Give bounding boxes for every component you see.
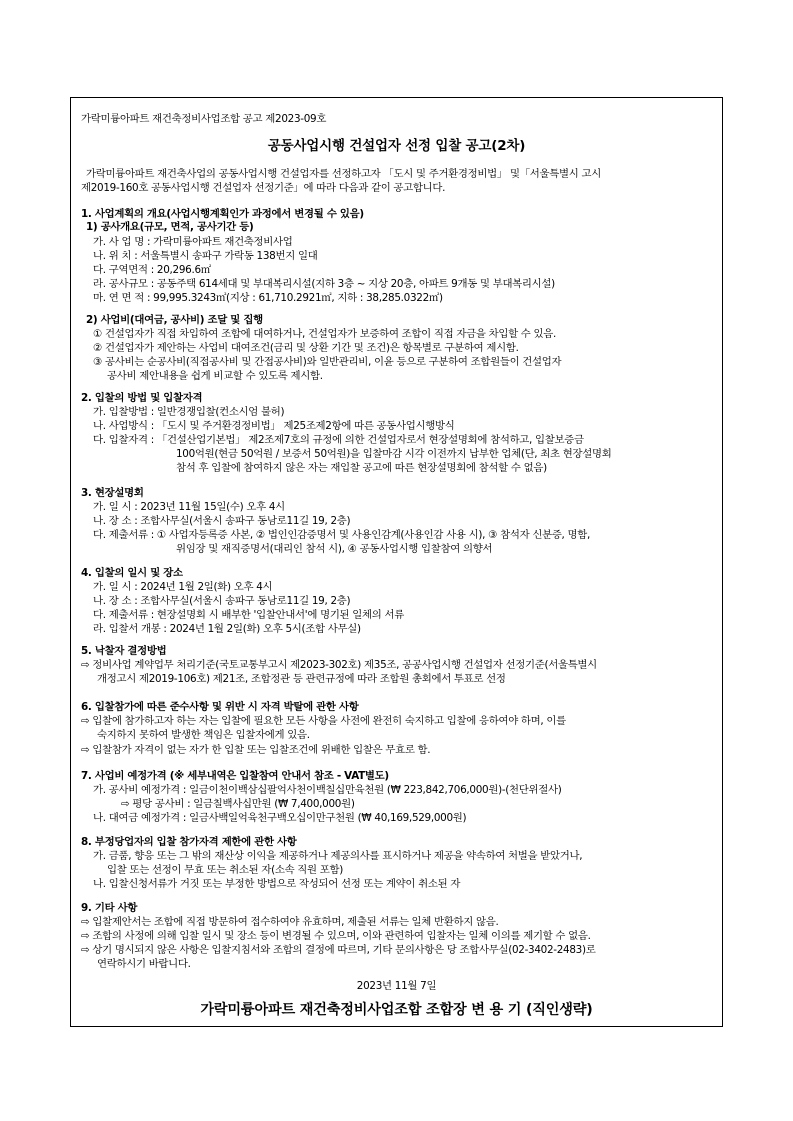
signature-line: 가락미륭아파트 재건축정비사업조합 조합장 변 용 기 (직인생략) — [200, 1002, 593, 1018]
section-1-heading: 1. 사업계획의 개요(사업시행계획인가 과정에서 변경될 수 있음) — [81, 208, 364, 220]
section-3-line: 나. 장 소 : 조합사무실(서울시 송파구 동남로11길 19, 2층) — [93, 515, 351, 527]
section-1-line: 가. 사 업 명 : 가락미륭아파트 재건축정비사업 — [93, 236, 293, 248]
section-1-line: ① 건설업자가 직접 차입하여 조합에 대여하거나, 건설업자가 보증하여 조합이 직접 자금을 차입할 수 있음. — [93, 328, 557, 340]
section-1-sub2-heading: 2) 사업비(대여금, 공사비) 조달 및 집행 — [86, 314, 263, 326]
section-2-heading: 2. 입찰의 방법 및 입찰자격 — [81, 392, 203, 404]
section-1-sub1-heading: 1) 공사개요(규모, 면적, 공사기간 등) — [86, 221, 254, 233]
intro-line-1: 가락미륭아파트 재건축사업의 공동사업시행 건설업자를 선정하고자 「도시 및 주거환경정비법」 및「서울특별시 고시 — [86, 168, 601, 180]
section-8-heading: 8. 부정당업자의 입찰 참가자격 제한에 관한 사항 — [81, 836, 297, 848]
section-1-line: 공사비 제안내용을 쉽게 비교할 수 있도록 제시함. — [107, 370, 323, 382]
notice-number: 가락미륭아파트 재건축정비사업조합 공고 제2023-09호 — [81, 113, 327, 125]
section-1-line: 다. 구역면적 : 20,296.6㎡ — [93, 264, 211, 276]
section-8-line: 가. 금품, 향응 또는 그 밖의 재산상 이익을 제공하거나 제공의사를 표시하거나 제공을 약속하여 처벌을 받았거나, — [93, 850, 583, 862]
section-4-line: 가. 일 시 : 2024년 1월 2일(화) 오후 4시 — [93, 581, 273, 593]
section-2-line: 가. 입찰방법 : 일반경쟁입찰(컨소시엄 불허) — [93, 406, 285, 418]
section-9-line: ⇨ 상기 명시되지 않은 사항은 입찰지침서와 조합의 결정에 따르며, 기타 문의사항은 당 조합사무실(02-3402-2483)로 — [81, 944, 596, 956]
section-7-line: 나. 대여금 예정가격 : 일금사백일억육천구백오십이만구천원 (₩ 40,169,529,000원) — [93, 812, 467, 824]
intro-line-2: 제2019-160호 공동사업시행 건설업자 선정기준」에 따라 다음과 같이 공고합니다. — [81, 182, 446, 194]
notice-frame — [70, 97, 723, 1027]
section-3-heading: 3. 현장설명회 — [81, 487, 144, 499]
section-9-heading: 9. 기타 사항 — [81, 902, 138, 914]
section-3-line: 가. 일 시 : 2023년 11월 15일(수) 오후 4시 — [93, 501, 285, 513]
section-5-heading: 5. 낙찰자 결정방법 — [81, 645, 167, 657]
section-9-line: ⇨ 입찰제안서는 조합에 직접 방문하여 접수하여야 유효하며, 제출된 서류는 일체 반환하지 않음. — [81, 916, 499, 928]
section-7-line: 가. 공사비 예정가격 : 일금이천이백삼십팔억사천이백칠십만육천원 (₩ 223,842,706,000원)-(천단위절사) — [93, 784, 562, 796]
section-6-line: ⇨ 입찰참가 자격이 없는 자가 한 입찰 또는 입찰조건에 위배한 입찰은 무효로 함. — [81, 744, 431, 756]
section-1-line: 나. 위 치 : 서울특별시 송파구 가락동 138번지 일대 — [93, 250, 318, 262]
section-3-line: 위임장 및 재직증명서(대리인 참석 시), ④ 공동사업시행 입찰참여 의향서 — [176, 543, 493, 555]
section-8-line: 입찰 또는 선정이 무효 또는 취소된 자(소속 직원 포함) — [107, 864, 344, 876]
section-9-line: ⇨ 조합의 사정에 의해 입찰 일시 및 장소 등이 변경될 수 있으며, 이와 관련하여 입찰자는 일체 이의를 제기할 수 없음. — [81, 930, 591, 942]
section-7-line: ⇨ 평당 공사비 : 일금칠백사십만원 (₩ 7,400,000원) — [121, 798, 355, 810]
notice-date: 2023년 11월 7일 — [356, 980, 437, 992]
section-4-line: 다. 제출서류 : 현장설명회 시 배부한 '입찰안내서'에 명기된 일체의 서류 — [93, 609, 404, 621]
section-5-line: 개정고시 제2019-106호) 제21조, 조합정관 등 관련규정에 따라 조합원 총회에서 투표로 선정 — [97, 673, 506, 685]
section-4-line: 나. 장 소 : 조합사무실(서울시 송파구 동남로11길 19, 2층) — [93, 595, 351, 607]
section-9-line: 연락하시기 바랍니다. — [97, 958, 191, 970]
section-6-heading: 6. 입찰참가에 따른 준수사항 및 위반 시 자격 박탈에 관한 사항 — [81, 701, 359, 713]
section-2-line: 나. 사업방식 : 「도시 및 주거환경정비법」 제25조제2항에 따른 공동사업시행방식 — [93, 420, 455, 432]
section-6-line: 숙지하지 못하여 발생한 책임은 입찰자에게 있음. — [97, 729, 310, 741]
section-1-line: 라. 공사규모 : 공동주택 614세대 및 부대복리시설(지하 3층 ~ 지상 20층, 아파트 9개동 및 부대복리시설) — [93, 278, 555, 290]
section-2-line: 참석 후 입찰에 참여하지 않은 자는 재입찰 공고에 따른 현장설명회에 참석할 수 없음) — [176, 462, 547, 474]
section-4-heading: 4. 입찰의 일시 및 장소 — [81, 567, 183, 579]
section-8-line: 나. 입찰신청서류가 거짓 또는 부정한 방법으로 작성되어 선정 또는 계약이 취소된 자 — [93, 878, 461, 890]
section-2-line: 100억원(현금 50억원 / 보증서 50억원)을 입찰마감 시각 이전까지 납부한 업체(단, 최초 현장설명회 — [176, 448, 612, 460]
section-5-line: ⇨ 정비사업 계약업무 처리기준(국토교통부고시 제2023-302호) 제35조, 공공사업시행 건설업자 선정기준(서울특별시 — [81, 659, 597, 671]
page-title: 공동사업시행 건설업자 선정 입찰 공고(2차) — [267, 138, 526, 154]
section-3-line: 다. 제출서류 : ① 사업자등록증 사본, ② 법인인감증명서 및 사용인감계(사용인감 사용 시), ③ 참석자 신분증, 명함, — [93, 529, 591, 541]
section-1-line: ③ 공사비는 순공사비(직접공사비 및 간접공사비)와 일반관리비, 이윤 등으로 구분하여 조합원들이 건설업자 — [93, 356, 562, 368]
section-1-line: 마. 연 면 적 : 99,995.3243㎡(지상 : 61,710.2921㎡, 지하 : 38,285.0322㎡) — [93, 292, 443, 304]
section-4-line: 라. 입찰서 개봉 : 2024년 1월 2일(화) 오후 5시(조합 사무실) — [93, 623, 361, 635]
section-7-heading: 7. 사업비 예정가격 (※ 세부내역은 입찰참여 안내서 참조 - VAT별도) — [81, 770, 389, 782]
section-1-line: ② 건설업자가 제안하는 사업비 대여조건(금리 및 상환 기간 및 조건)은 항목별로 구분하여 제시함. — [93, 342, 519, 354]
section-2-line: 다. 입찰자격 : 「건설산업기본법」 제2조제7호의 규정에 의한 건설업자로서 현장설명회에 참석하고, 입찰보증금 — [93, 434, 584, 446]
section-6-line: ⇨ 입찰에 참가하고자 하는 자는 입찰에 필요한 모든 사항을 사전에 완전히 숙지하고 입찰에 응하여야 하며, 이를 — [81, 715, 566, 727]
